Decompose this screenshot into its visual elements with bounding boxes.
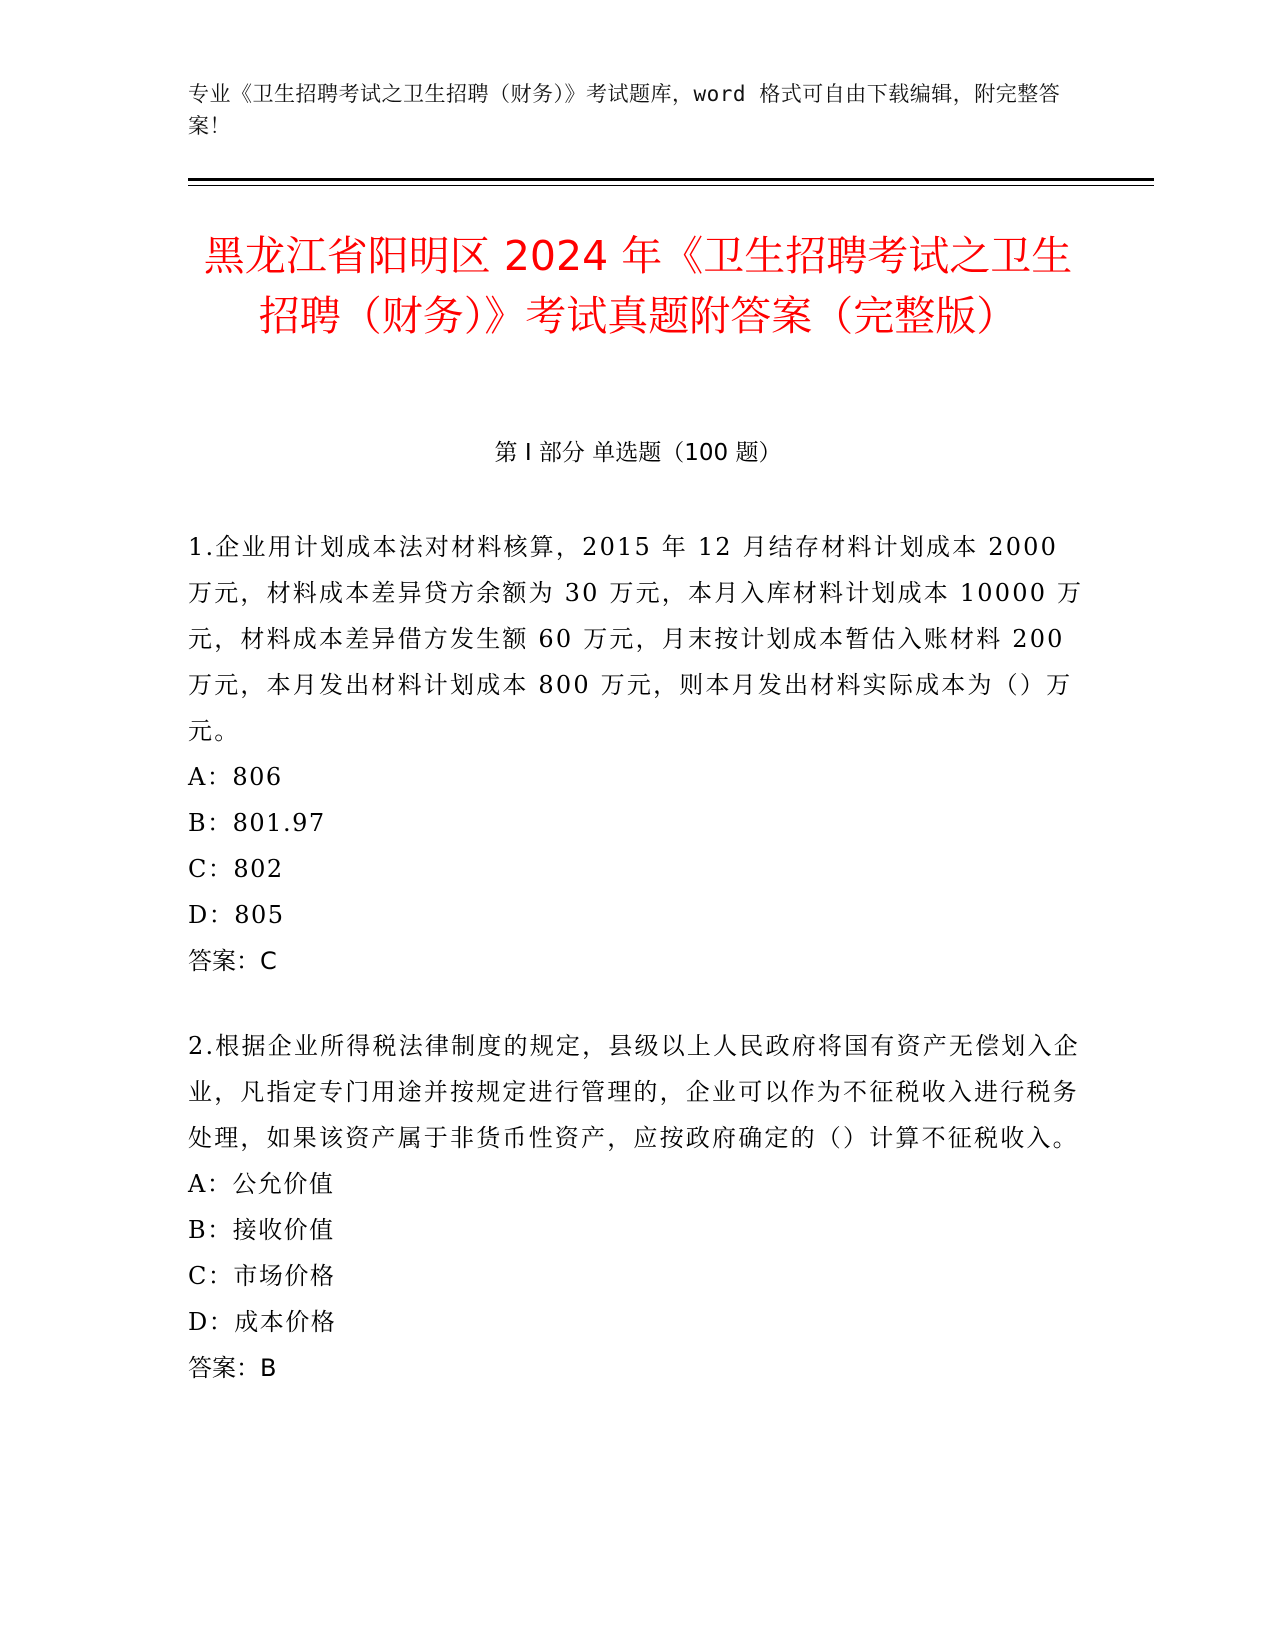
option-b: B：801.97: [188, 809, 326, 837]
answer: 答案：B: [188, 1354, 277, 1382]
option-a: A：公允价值: [188, 1170, 335, 1198]
option-b: B：接收价值: [188, 1216, 335, 1244]
header-divider-thick: [188, 178, 1154, 181]
section-heading: 第 I 部分 单选题（100 题）: [494, 440, 782, 466]
option-c: C：市场价格: [188, 1262, 336, 1290]
option-d: D：805: [188, 901, 285, 929]
question-2: [188, 1023, 1088, 1391]
header-divider-thin: [188, 185, 1154, 186]
option-a: A：806: [188, 763, 283, 791]
header-note: 专业《卫生招聘考试之卫生招聘（财务）》考试题库，word 格式可自由下载编辑，附完整答案！: [188, 82, 1061, 138]
question-text: 2.根据企业所得税法律制度的规定，县级以上人民政府将国有资产无偿划入企业，凡指定专门用途并按规定进行管理的，企业可以作为不征税收入进行税务处理，如果该资产属于非货币性资产，应按政府确定的（）计算不征税收入。: [188, 1032, 1080, 1152]
option-d: D：成本价格: [188, 1308, 337, 1336]
question-text: 1.企业用计划成本法对材料核算，2015 年 12 月结存材料计划成本 2000 万元，材料成本差异贷方余额为 30 万元，本月入库材料计划成本 10000 万元，材料成本差异借方发生额 60 万元，月末按计划成本暂估入账材料 200 万元，本月发出材料计划成本 800 万元，则本月发出材料实际成本为（）万元。: [188, 533, 1084, 745]
option-c: C：802: [188, 855, 284, 883]
question-1: [188, 524, 1088, 984]
document-title: 黑龙江省阳明区 2024 年《卫生招聘考试之卫生招聘（财务）》考试真题附答案（完整版）: [203, 232, 1073, 340]
answer: 答案：C: [188, 947, 277, 975]
